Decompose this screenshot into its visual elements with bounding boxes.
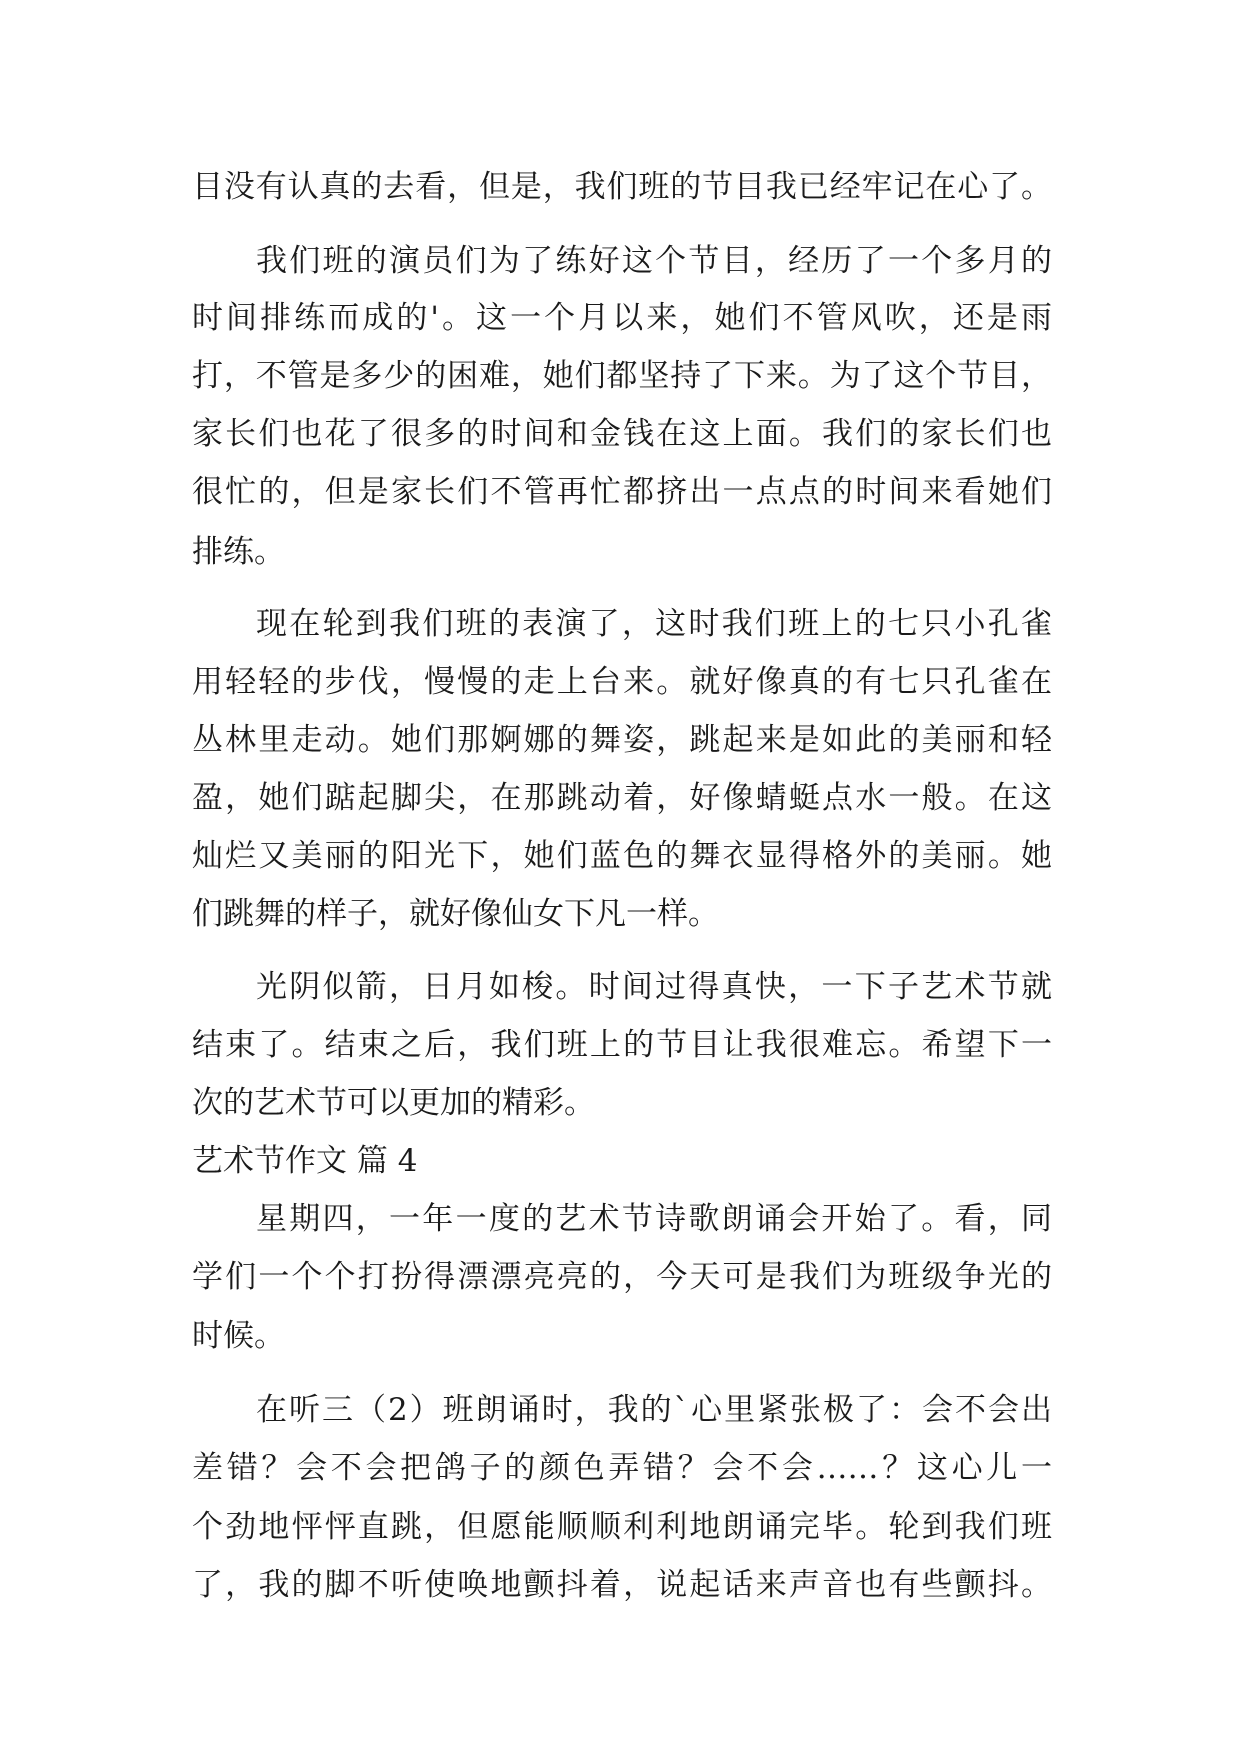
text-line: 灿烂又美丽的阳光下，她们蓝色的舞衣显得格外的美丽。她 xyxy=(192,838,1052,874)
section-heading: 艺术节作文 篇 4 xyxy=(192,1143,418,1179)
text-line: 目没有认真的去看，但是，我们班的节目我已经牢记在心了。 xyxy=(192,169,1052,205)
paragraph-start-line: 星期四，一年一度的艺术节诗歌朗诵会开始了。看，同 xyxy=(256,1201,1052,1237)
text-line: 丛林里走动。她们那婀娜的舞姿，跳起来是如此的美丽和轻 xyxy=(192,722,1052,758)
text-line: 个劲地怦怦直跳，但愿能顺顺利利地朗诵完毕。轮到我们班 xyxy=(192,1509,1052,1545)
text-line: 次的艺术节可以更加的精彩。 xyxy=(192,1085,595,1121)
text-line: 时候。 xyxy=(192,1318,285,1354)
text-line: 时间排练而成的'。这一个月以来，她们不管风吹，还是雨 xyxy=(192,300,1052,336)
text-line: 排练。 xyxy=(192,534,285,570)
text-line: 家长们也花了很多的时间和金钱在这上面。我们的家长们也 xyxy=(192,416,1052,452)
text-line: 学们一个个打扮得漂漂亮亮的，今天可是我们为班级争光的 xyxy=(192,1259,1052,1295)
text-line: 差错？会不会把鸽子的颜色弄错？会不会……？这心儿一 xyxy=(192,1450,1052,1486)
text-line: 打，不管是多少的困难，她们都坚持了下来。为了这个节目， xyxy=(192,358,1052,394)
text-line: 用轻轻的步伐，慢慢的走上台来。就好像真的有七只孔雀在 xyxy=(192,664,1052,700)
text-line: 们跳舞的样子，就好像仙女下凡一样。 xyxy=(192,896,719,932)
paragraph-start-line: 现在轮到我们班的表演了，这时我们班上的七只小孔雀 xyxy=(256,606,1052,642)
text-line: 了，我的脚不听使唤地颤抖着，说起话来声音也有些颤抖。 xyxy=(192,1567,1052,1603)
paragraph-start-line: 我们班的演员们为了练好这个节目，经历了一个多月的 xyxy=(256,243,1052,279)
text-line: 结束了。结束之后，我们班上的节目让我很难忘。希望下一 xyxy=(192,1027,1052,1063)
text-line: 盈，她们踮起脚尖，在那跳动着，好像蜻蜓点水一般。在这 xyxy=(192,780,1052,816)
paragraph-start-line: 光阴似箭，日月如梭。时间过得真快，一下子艺术节就 xyxy=(256,969,1052,1005)
paragraph-start-line: 在听三（2）班朗诵时，我的`心里紧张极了：会不会出 xyxy=(256,1392,1052,1428)
text-line: 很忙的，但是家长们不管再忙都挤出一点点的时间来看她们 xyxy=(192,474,1052,510)
